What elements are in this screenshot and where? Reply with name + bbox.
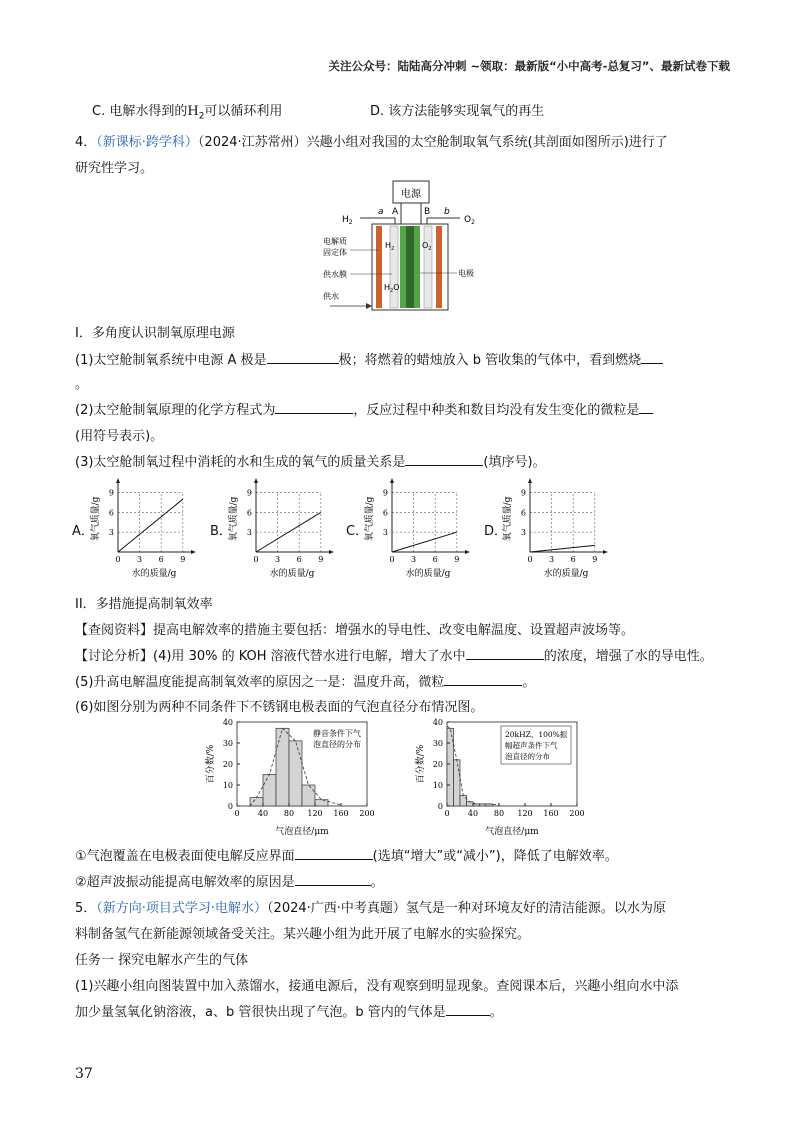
answer-blank[interactable] [639,401,653,414]
x-tick-label: 9 [592,555,598,564]
y-tick-label: 40 [432,718,443,727]
histogram-quiet [205,716,385,838]
x-tick-label: 3 [549,555,555,564]
histogram-bar [289,741,302,806]
y-tick-label: 6 [108,508,114,518]
y-tick-label: 9 [520,488,526,498]
histogram-bar [263,775,276,807]
page-header: 关注公众号：陆陆高分冲刺 ~领取：最新版“小中高考-总复习”、最新试卷下载 [328,59,730,73]
x-tick-label: 0 [389,555,395,564]
x-tick-label: 3 [137,555,143,564]
chart-option-a [88,474,198,582]
series-line [118,499,183,552]
q4-s1-1-end: 。 [75,377,89,392]
y-axis-label: 百分数/% [206,744,216,784]
q4-tag: （新课标·跨学科） [96,135,198,150]
q5-task1: 任务一 探究电解水产生的气体 [75,953,249,968]
y-tick-label: 0 [437,802,443,811]
x-tick-label: 9 [318,555,324,564]
q5-title: 5．（新方向·项目式学习·电解水）（2024·广西·中考真题）氢气是一种对环境友好的清洁能源。以水为原 [75,901,666,916]
histogram-bar [460,796,467,807]
chart-annotation: 泡直径的分布 [505,752,550,761]
x-tick-label: 80 [493,809,505,818]
svg-text:a: a [378,207,384,217]
svg-text:H2: $H_2$ [342,215,353,226]
x-tick-label: 0 [444,809,450,818]
q5-q1-line2: 加少量氢氧化钠溶液，a、b 管很快出现了气泡。b 管内的气体是 。 [75,1005,503,1020]
option-c: C. 电解水得到的$H_2$可以循环利用 [92,104,283,122]
answer-blank[interactable] [267,351,339,364]
answer-blank[interactable] [444,673,522,686]
y-tick-label: 9 [382,488,388,498]
y-tick-label: 3 [520,528,526,538]
x-axis-label: 气泡直径/μm [485,827,539,837]
x-tick-label: 3 [275,555,281,564]
svg-text:电极: 电极 [458,269,474,278]
section-1-title: I．多角度认识制氧原理电源 [75,326,235,341]
q4-s1-3: (3)太空舱制氧过程中消耗的水和生成的氧气的质量关系是 (填序号)。 [75,455,546,470]
x-tick-label: 160 [543,809,559,818]
y-tick-label: 9 [108,488,114,498]
answer-blank[interactable] [446,1003,490,1016]
page-number: 37 [75,1066,93,1082]
chart-annotation: 静音条件下气 [313,729,361,738]
x-tick-label: 6 [158,555,164,564]
electrode-left [400,226,406,308]
y-axis-label: 百分数/% [416,744,426,784]
y-axis-arrow [390,478,394,483]
histogram-bar [276,728,289,806]
y-tick-label: 6 [246,508,252,518]
x-axis-label: 气泡直径/μm [275,827,329,837]
y-tick-label: 10 [222,781,233,790]
y-tick-label: 3 [246,528,252,538]
x-tick-label: 0 [253,555,259,564]
svg-text:固定体: 固定体 [323,248,347,257]
y-tick-label: 20 [432,760,443,769]
q4-s2-4: 【讨论分析】(4)用 30% 的 KOH 溶液代替水进行电解，增大了水中 的浓度，增强了水的导电性。 [75,649,713,664]
x-tick-label: 40 [257,809,269,818]
q4-s2-ref: 【查阅资料】提高电解效率的措施主要包括：增强水的导电性、改变电解温度、设置超声波场等。 [75,623,635,638]
option-b-label: B． [210,524,232,539]
x-tick-label: 80 [283,809,295,818]
svg-text:H2: $H_2$ [385,241,395,252]
q4-s2-6-2: ②超声波振动能提高电解效率的原因是 。 [75,875,384,890]
y-tick-label: 10 [432,781,443,790]
q4-s1-2-end: (用符号表示)。 [75,429,164,444]
x-tick-label: 160 [333,809,349,818]
svg-text:A: A [392,207,399,217]
chart-annotation: 泡直径的分布 [313,740,361,749]
histogram-bar [467,802,474,806]
svg-text:O2: $O_2$ [464,215,475,226]
histogram-bar [302,785,315,806]
svg-text:H2O: $H_2O$ [384,283,400,294]
q4-s2-6-1: ①气泡覆盖在电极表面使电解反应界面 (选填“增大”或“减小”)，降低了电解效率。 [75,849,618,864]
q5-q1-line1: (1)兴趣小组向图装置中加入蒸馏水，接通电源后，没有观察到明显现象。查阅课本后，兴趣小组向水中添 [75,979,679,994]
x-tick-label: 6 [296,555,302,564]
y-tick-label: 6 [382,508,388,518]
x-tick-label: 120 [307,809,323,818]
x-axis-label: 水的质量/g [269,569,315,579]
chart-option-b [226,474,336,582]
q4-title-line2: 研究性学习。 [75,161,154,176]
q4-title: 4．（新课标·跨学科）（2024·江苏常州）兴趣小组对我国的太空舱制取氧气系统(其剖面如图所示)进行了 [75,135,668,150]
x-tick-label: 0 [234,809,240,818]
q5-tag: （新方向·项目式学习·电解水） [96,901,268,916]
answer-blank[interactable] [405,453,483,466]
q4-s1-2: (2)太空舱制氧原理的化学方程式为 ，反应过程中种类和数目均没有发生变化的微粒是 [75,399,653,418]
x-axis-label: 水的质量/g [405,569,451,579]
svg-text:电源: 电源 [401,189,421,200]
y-tick-label: 40 [222,718,233,727]
y-tick-label: 30 [432,739,443,748]
x-axis-arrow [191,550,196,554]
y-axis-label: 氧气质量/g [365,496,375,542]
x-tick-label: 200 [359,809,375,818]
y-tick-label: 0 [227,802,233,811]
q4-s1-1: (1)太空舱制氧系统中电源 A 极是 极；将燃着的蜡烛放入 b 管收集的气体中，看到燃烧 [75,349,663,368]
series-line [392,532,457,552]
x-tick-label: 3 [411,555,417,564]
electrolysis-diagram [320,178,490,315]
option-c-label: C． [346,524,369,539]
x-tick-label: 6 [570,555,576,564]
y-axis-label: 氧气质量/g [503,496,513,542]
x-axis-arrow [465,550,470,554]
y-tick-label: 20 [222,760,233,769]
y-axis-arrow [254,478,258,483]
option-d: D. 该方法能够实现氧气的再生 [370,104,545,119]
answer-blank[interactable] [641,351,663,364]
series-line [530,545,595,552]
x-tick-label: 0 [115,555,121,564]
svg-text:B: B [424,207,431,217]
x-tick-label: 40 [467,809,479,818]
y-axis-arrow [528,478,532,483]
x-tick-label: 6 [432,555,438,564]
y-tick-label: 9 [246,488,252,498]
svg-text:供水: 供水 [323,292,339,301]
y-axis-arrow [116,478,120,483]
x-axis-arrow [329,550,334,554]
chart-annotation: 20kHZ、100%振 [505,730,568,739]
x-tick-label: 9 [180,555,186,564]
x-tick-label: 200 [569,809,585,818]
answer-blank[interactable] [275,401,353,414]
electrode-right [414,226,420,308]
x-axis-label: 水的质量/g [543,569,589,579]
histogram-bar [454,760,461,806]
x-tick-label: 120 [517,809,533,818]
section-2-title: II．多措施提高制氧效率 [75,597,213,612]
svg-text:电解质: 电解质 [323,237,347,246]
chart-option-c [362,474,472,582]
y-axis-label: 氧气质量/g [91,496,101,542]
x-tick-label: 9 [454,555,460,564]
histogram-bar [315,800,328,806]
option-d-label: D． [484,524,508,539]
y-tick-label: 3 [108,528,114,538]
electrolyte-layer [376,226,382,308]
y-tick-label: 3 [382,528,388,538]
x-tick-label: 0 [527,555,533,564]
y-tick-label: 6 [520,508,526,518]
answer-blank[interactable] [295,847,373,860]
q4-s2-6: (6)如图分别为两种不同条件下不锈钢电极表面的气泡直径分布情况图。 [75,700,484,715]
answer-blank[interactable] [466,647,544,660]
answer-blank[interactable] [295,873,371,886]
y-tick-label: 30 [222,739,233,748]
q4-s2-5: (5)升高电解温度能提高制氧效率的原因之一是：温度升高，微粒 。 [75,675,536,690]
svg-text:b: b [444,207,450,217]
histogram-bar [250,798,263,806]
svg-text:供水膜: 供水膜 [323,270,347,279]
y-axis-label: 氧气质量/g [229,496,239,542]
chart-annotation: 幅超声条件下气 [505,741,558,750]
chart-option-d [500,474,610,582]
x-axis-arrow [603,550,608,554]
svg-text:O2: $O_2$ [422,241,432,252]
q5-title-line2: 料制备氢气在新能源领域备受关注。某兴趣小组为此开展了电解水的实验探究。 [75,927,531,942]
histogram-ultrasound [415,716,595,838]
x-axis-label: 水的质量/g [131,569,177,579]
option-a-label: A． [72,524,94,539]
